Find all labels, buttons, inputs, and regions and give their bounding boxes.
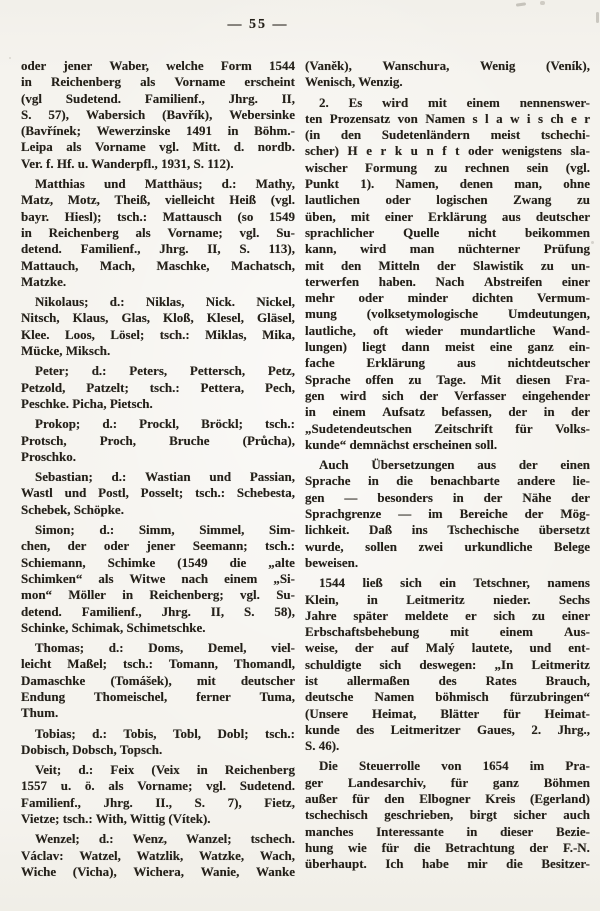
text-line: Nitsch, Klaus, Glas, Kloß, Klesel, Gläsel,: [21, 310, 295, 326]
text-line: beweisen.: [305, 554, 359, 570]
paragraph: [305, 95, 590, 454]
text-line: Klee. Loos, Lösel; tsch.: Miklas, Mika,: [21, 326, 295, 342]
text-line: Thum.: [21, 705, 59, 721]
text-line: Schiemann, Schimke (1549 die „alte: [21, 554, 295, 570]
paragraph: [305, 58, 590, 91]
text-line: Ver. f. Hf. u. Wanderpfl., 1931, S. 112).: [21, 155, 234, 171]
page-number: — 55 —: [227, 17, 289, 32]
text-line: Mattauch, Mach, Maschke, Machatsch,: [21, 257, 295, 273]
text-line: Thomas; d.: Doms, Demel, viel-: [35, 640, 295, 656]
paragraph: [21, 416, 295, 465]
text-line: Punkt 1). Namen, denen man, ohne: [305, 176, 590, 192]
text-line: Tobias; d.: Tobis, Tobl, Dobl; tsch.:: [35, 725, 295, 741]
text-line: S. 46).: [305, 738, 340, 754]
text-line: Sprache in die benachbarte andere lie-: [305, 473, 590, 489]
text-line: in Reichenberg als Vorname erscheint: [21, 74, 295, 90]
text-line: 1557 u. ö. als Vorname; vgl. Sudetend.: [21, 778, 295, 794]
text-line: deutsche Namen böhmisch fürzubringen“: [305, 689, 590, 705]
text-line: Proschko.: [21, 448, 77, 464]
text-line: (vgl Sudetend. Familienf., Jhrg. II,: [21, 90, 295, 106]
text-line: lichkeit. Daß ins Tschechische übersetzt: [305, 522, 590, 538]
paragraph: [21, 58, 295, 172]
text-line: Erbschaftsbehebung mit einem Aus-: [305, 624, 590, 640]
text-line: leicht Maßel; tsch.: Tomann, Thomandl,: [21, 656, 295, 672]
text-line: „Sudetendeutschen Zeitschrift für Volks-: [305, 420, 590, 436]
text-line: wischer Formung zu rechnen sein (vgl.: [305, 159, 590, 175]
text-line: terwerfen haben. Nach Abstreifen einer: [305, 273, 590, 289]
text-line: lungen) liegt dann meist eine ganz ein-: [305, 339, 590, 355]
scan-speck: [596, 12, 599, 23]
text-line: Sebastian; d.: Wastian und Passian,: [35, 469, 295, 485]
text-line: lautlichen oder logischen Zwang zu: [305, 192, 590, 208]
text-line: Wenisch, Wenzig.: [305, 74, 403, 90]
text-line: oder jener Waber, welche Form 1544: [21, 58, 295, 73]
paragraph: [21, 176, 295, 290]
text-line: Auch Übersetzungen aus der einen: [319, 457, 590, 473]
text-line: mung (volksetymologische Umdeutungen,: [305, 306, 590, 322]
text-line: mit den Mitteln der Slawistik zu un-: [305, 257, 590, 273]
scan-speck: [540, 1, 545, 5]
text-line: Leipa als Vorname vgl. Mitt. d. nordb.: [21, 139, 295, 155]
text-line: Wiche (Vicha), Wichera, Wanie, Wanke: [21, 863, 295, 879]
text-line: fache Erklärung aus nichtdeutscher: [305, 355, 590, 371]
paragraph: [21, 640, 295, 721]
text-line: Peter; d.: Peters, Pettersch, Petz,: [35, 363, 295, 379]
paragraph: [305, 575, 590, 754]
text-line: (Unsere Heimat, Blätter für Heimat-: [305, 705, 590, 721]
text-line: Klein, in Leitmeritz nieder. Sechs: [305, 591, 590, 607]
text-line: S. 57), Wabersich (Bavřík), Webersinke: [21, 106, 295, 122]
text-line: Familienf., Jhrg. II., S. 7), Fietz,: [21, 794, 295, 810]
text-line: bayr. Hiesl); tsch.: Mattausch (so 1549: [21, 208, 295, 224]
text-line: chen, der oder jener Seemann; tsch.:: [21, 538, 295, 554]
text-line: tschechisch geschrieben, birgt sicher auch: [305, 807, 590, 823]
text-line: Schimken“ als Witwe nach einem „Si-: [21, 570, 295, 586]
scan-speck: [9, 57, 11, 59]
text-line: wurde, sollen zwei urkundliche Belege: [305, 538, 590, 554]
text-line: Sprachgrenze — im Bereiche der Mög-: [305, 506, 590, 522]
paragraph: [21, 294, 295, 359]
text-line: kunde des Leitmeritzer Gaues, 2. Jhrg.,: [305, 721, 590, 737]
text-line: Petzold, Patzelt; tsch.: Pettera, Pech,: [21, 379, 295, 395]
text-line: Endung Thomeischel, ferner Tuma,: [21, 688, 295, 704]
paragraph: [21, 522, 295, 636]
paragraph: [21, 363, 295, 412]
text-line: weise, der auf Malý lautete, und ent-: [305, 640, 590, 656]
text-line: mehr oder minder dichten Vermum-: [305, 290, 590, 306]
text-line: Peschke. Picha, Pietsch.: [21, 395, 153, 411]
text-line: scher) H e r k u n f t oder wenigstens sla-: [305, 143, 590, 159]
text-line: gen — besonders in der Nähe der: [305, 489, 590, 505]
text-line: in Reichenberg als Vorname; vgl. Su-: [21, 224, 295, 240]
text-line: üben, mit einer Erklärung aus deutscher: [305, 208, 590, 224]
text-line: Damaschke (Tomášek), mit deutscher: [21, 672, 295, 688]
text-line: Prokop; d.: Prockl, Bröckl; tsch.:: [35, 416, 295, 432]
paragraph: [21, 726, 295, 759]
text-line: ist allermaßen des Rates Brauch,: [305, 672, 590, 688]
text-line: ger Landesarchiv, für ganz Böhmen: [305, 774, 590, 790]
text-line: Protsch, Proch, Bruche (Průcha),: [21, 432, 295, 448]
paragraph: [305, 758, 590, 872]
text-line: überhaupt. Ich habe mir die Besitzer-: [305, 856, 590, 872]
text-line: in einem Aufsatz befassen, der in der: [305, 404, 590, 420]
text-line: Wenzel; d.: Wenz, Wanzel; tschech.: [35, 831, 295, 847]
text-line: Veit; d.: Feix (Veix in Reichenberg: [35, 762, 295, 778]
text-line: schuldigte sich deswegen: „In Leitmeritz: [305, 656, 590, 672]
paragraph: [21, 469, 295, 518]
text-line: kunde“ demnächst erscheinen soll.: [305, 436, 498, 452]
text-line: sprachlicher Quelle nicht beikommen: [305, 224, 590, 240]
text-line: (Bavřínek; Wewerzinske 1491 in Böhm.-: [21, 123, 295, 139]
text-line: Vietze; tsch.: With, Wittig (Vítek).: [21, 811, 211, 827]
text-line: detend. Familienf., Jhrg. II, S. 58),: [21, 603, 295, 619]
text-line: Dobisch, Dobsch, Topsch.: [21, 741, 163, 757]
text-line: Nikolaus; d.: Niklas, Nick. Nickel,: [35, 294, 295, 310]
text-line: 1544 ließ sich ein Tetschner, namens: [319, 575, 590, 591]
left-column: [21, 58, 295, 880]
text-line: außer für den Elbogner Kreis (Egerland): [305, 791, 590, 807]
paragraph: [305, 457, 590, 571]
text-line: Wastl und Postl, Posselt; tsch.: Schebesta,: [21, 485, 295, 501]
text-line: detend. Familienf., Jhrg. II, S. 113),: [21, 241, 295, 257]
text-line: Schebek, Schöpke.: [21, 501, 124, 517]
text-columns: [21, 58, 592, 880]
text-line: lautliche, oft wieder mundartliche Wand-: [305, 322, 590, 338]
text-line: Václav: Watzel, Watzlik, Watzke, Wach,: [21, 847, 295, 863]
text-line: hung wie für die Betrachtung der F.-N.: [305, 839, 590, 855]
text-line: Matz, Motz, Theiß, vielleicht Heiß (vgl.: [21, 192, 295, 208]
text-line: ten Prozensatz von Namen s l a w i s ch e r: [305, 110, 590, 126]
text-line: Matthias und Matthäus; d.: Mathy,: [35, 176, 295, 192]
text-line: gen wird sich der Verfasser eingehender: [305, 387, 590, 403]
right-column: [305, 58, 590, 873]
text-line: mon“ Möller in Reichenberg; vgl. Su-: [21, 587, 295, 603]
text-line: Mücke, Miksch.: [21, 343, 111, 359]
text-line: Sprache offen zu Tage. Mit diesen Fra-: [305, 371, 590, 387]
text-line: 2. Es wird mit einem nennenswer-: [319, 94, 590, 110]
text-line: Simon; d.: Simm, Simmel, Sim-: [35, 522, 295, 538]
text-line: kann, wird man nüchterner Prüfung: [305, 241, 590, 257]
text-line: Jahre später meldete er sich zu einer: [305, 607, 590, 623]
text-line: (in den Sudetenländern meist tschechi-: [305, 127, 590, 143]
text-line: manches Interessante in dieser Bezie-: [305, 823, 590, 839]
scan-speck: [516, 2, 526, 6]
text-line: (Vaněk), Wanschura, Wenig (Veník),: [305, 58, 590, 73]
text-line: Die Steuerrolle von 1654 im Pra-: [319, 758, 590, 774]
text-line: Schinke, Schimak, Schimetschke.: [21, 619, 206, 635]
paragraph: [21, 762, 295, 827]
paragraph: [21, 831, 295, 880]
text-line: Matzke.: [21, 273, 67, 289]
